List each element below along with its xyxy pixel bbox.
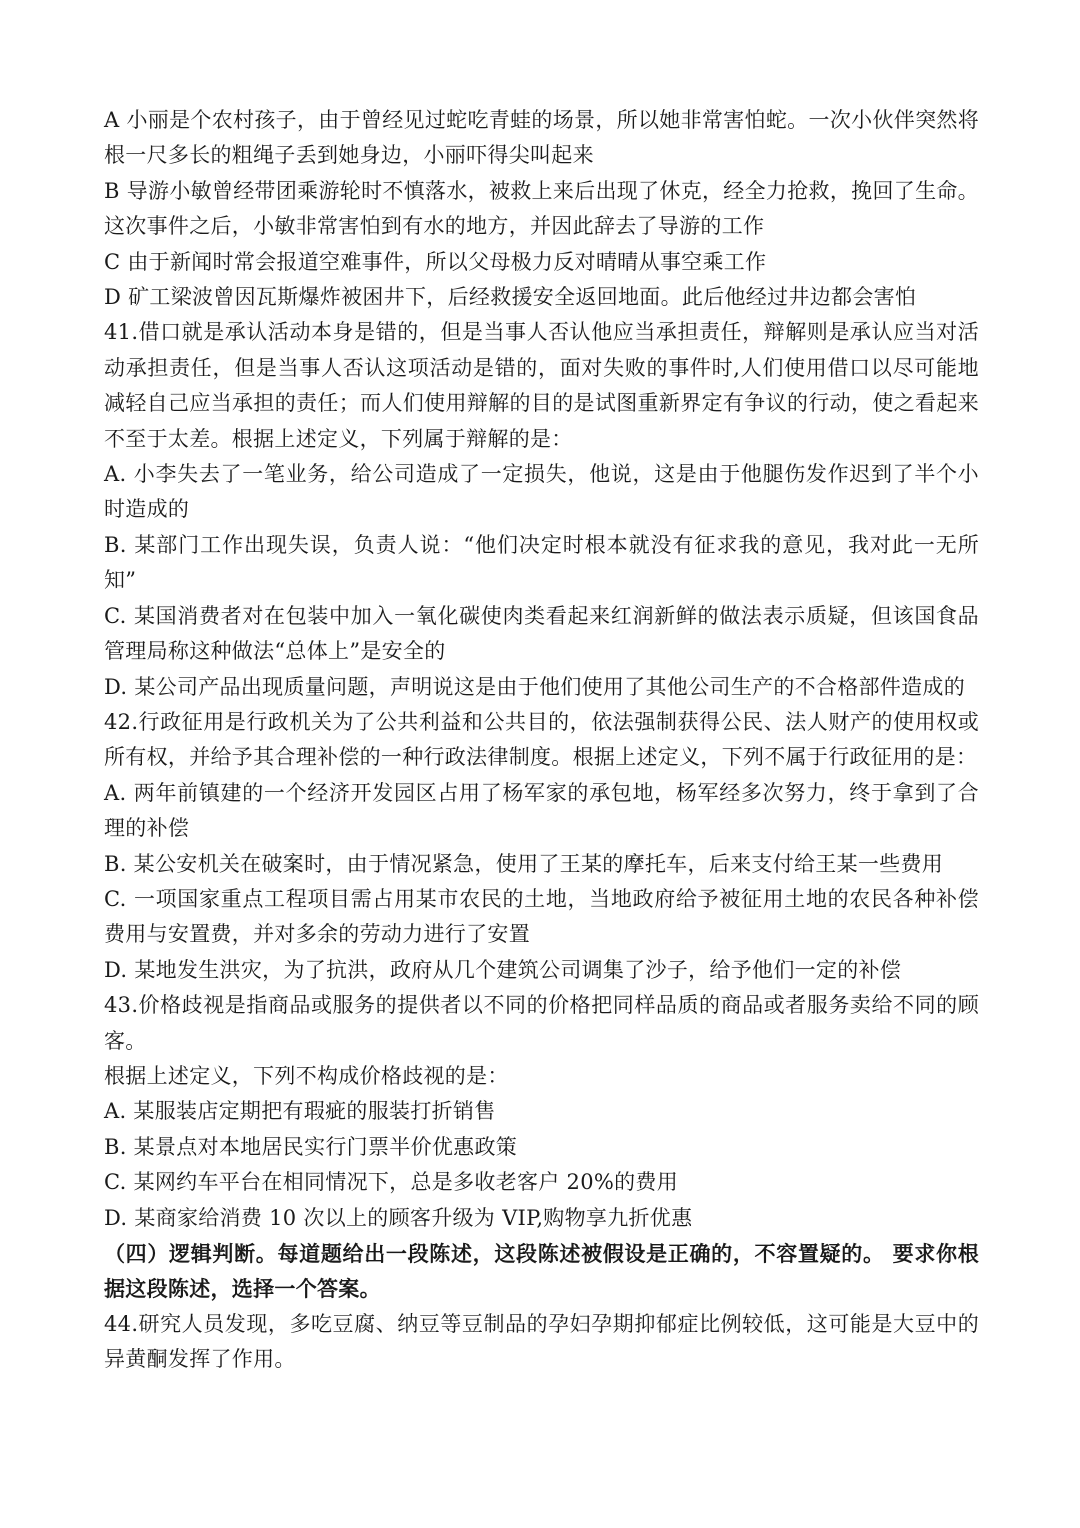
question-42-option-c: C. 一项国家重点工程项目需占用某市农民的土地，当地政府给予被征用土地的农民各种补偿费用与安置费，并对多余的劳动力进行了安置 — [104, 886, 979, 947]
question-43-option-c: C. 某网约车平台在相同情况下，总是多收老客户 20%的费用 — [104, 1170, 679, 1195]
question-41-option-b: B. 某部门工作出现失误，负责人说：“他们决定时根本就没有征求我的意见，我对此一无所知” — [104, 532, 979, 593]
option-c-air-crash: C 由于新闻时常会报道空难事件，所以父母极力反对晴晴从事空乘工作 — [104, 249, 767, 274]
question-41-option-c: C. 某国消费者对在包装中加入一氧化碳使肉类看起来红润新鲜的做法表示质疑，但该国食品管理局称这种做法“总体上”是安全的 — [104, 603, 979, 664]
question-43-option-a: A. 某服装店定期把有瑕疵的服装打折销售 — [104, 1099, 496, 1124]
option-a-snake-fear: A 小丽是个农村孩子，由于曾经见过蛇吃青蛙的场景，所以她非常害怕蛇。一次小伙伴突然将根一尺多长的粗绳子丢到她身边，小丽吓得尖叫起来 — [104, 108, 979, 168]
question-44-stem: 44.研究人员发现，多吃豆腐、纳豆等豆制品的孕妇孕期抑郁症比例较低，这可能是大豆中的异黄酮发挥了作用。 — [104, 1311, 979, 1372]
question-42-option-b: B. 某公安机关在破案时，由于情况紧急，使用了王某的摩托车，后来支付给王某一些费用 — [104, 851, 944, 876]
section-heading-logic: （四）逻辑判断。每道题给出一段陈述，这段陈述被假设是正确的，不容置疑的。 要求你根据这段陈述，选择一个答案。 — [104, 1241, 979, 1302]
question-43-option-b: B. 某景点对本地居民实行门票半价优惠政策 — [104, 1134, 518, 1159]
question-43-prompt: 根据上述定义，下列不构成价格歧视的是： — [104, 1063, 509, 1088]
question-43-option-d: D. 某商家给消费 10 次以上的顾客升级为 VIP,购物享九折优惠 — [104, 1205, 693, 1230]
option-d-mine-fear: D 矿工梁波曾因瓦斯爆炸被困井下，后经救援安全返回地面。此后他经过井边都会害怕 — [104, 285, 917, 310]
document-page — [104, 103, 979, 1378]
option-b-water-fear: B 导游小敏曾经带团乘游轮时不慎落水，被救上来后出现了休克，经全力抢救，挽回了生命。这次事件之后，小敏非常害怕到有水的地方，并因此辞去了导游的工作 — [104, 178, 979, 239]
question-41-option-a: A. 小李失去了一笔业务，给公司造成了一定损失，他说，这是由于他腿伤发作迟到了半个小时造成的 — [104, 462, 979, 522]
question-42-stem: 42.行政征用是行政机关为了公共利益和公共目的，依法强制获得公民、法人财产的使用权或所有权，并给予其合理补偿的一种行政法律制度。根据上述定义，下列不属于行政征用的是： — [104, 709, 979, 770]
question-42-option-a: A. 两年前镇建的一个经济开发园区占用了杨军家的承包地，杨军经多次努力，终于拿到了合理的补偿 — [104, 780, 979, 841]
question-41-stem: 41.借口就是承认活动本身是错的，但是当事人否认他应当承担责任，辩解则是承认应当对活动承担责任，但是当事人否认这项活动是错的，面对失败的事件时,人们使用借口以尽可能地减轻自己应当承担的责任；而人们使用辩解的目的是试图重新界定有争议的行动，使之看起来不至于太差。根据上述定义，下列属于辩解的是： — [104, 320, 979, 451]
question-41-option-d: D. 某公司产品出现质量问题，声明说这是由于他们使用了其他公司生产的不合格部件造成的 — [104, 674, 966, 699]
question-43-stem: 43.价格歧视是指商品或服务的提供者以不同的价格把同样品质的商品或者服务卖给不同的顾客。 — [104, 993, 979, 1053]
question-42-option-d: D. 某地发生洪灾，为了抗洪，政府从几个建筑公司调集了沙子，给予他们一定的补偿 — [104, 957, 902, 982]
